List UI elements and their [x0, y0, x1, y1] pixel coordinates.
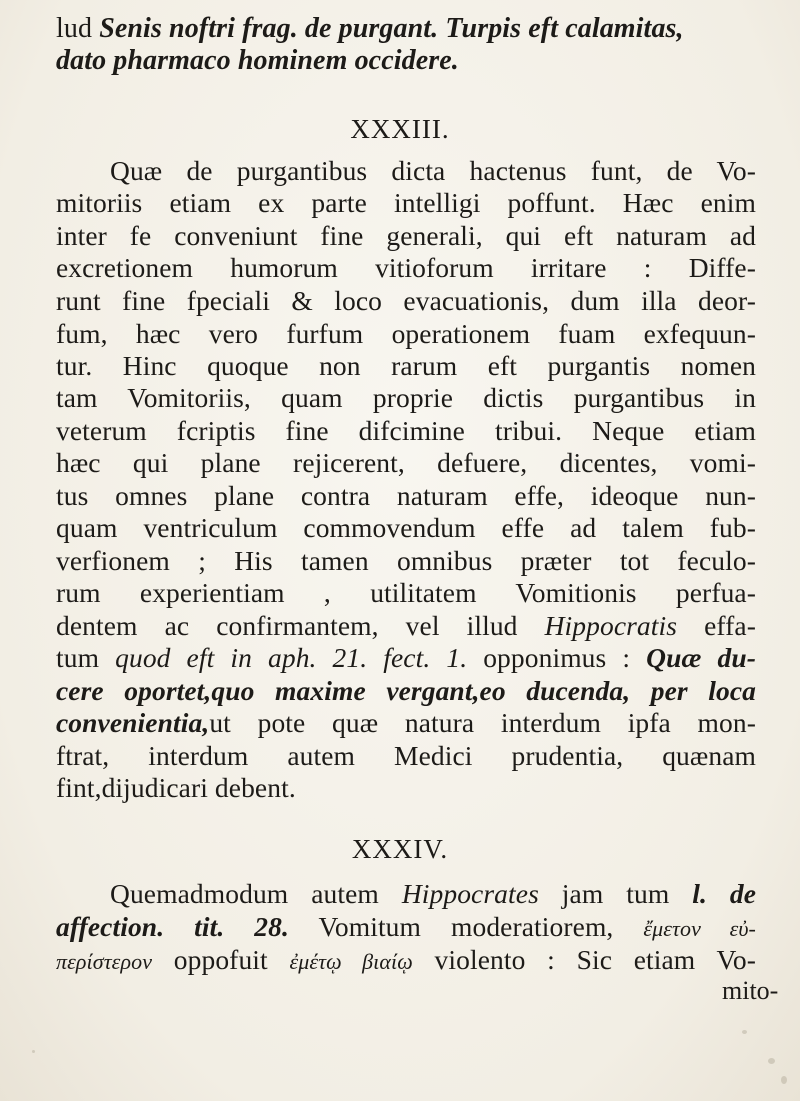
- paper-speck: [32, 1050, 35, 1053]
- top-line-1-italic: Senis noftri frag. de purgant. Turpis eft calamitas,: [99, 13, 684, 44]
- paragraph-line: [110, 877, 756, 911]
- paper-speck: [768, 1058, 775, 1064]
- greek-text: ἐμέτῳ βιαίῳ: [289, 949, 413, 974]
- citation: affection. tit. 28.: [56, 911, 289, 942]
- paragraph-line: veterum fcriptis fine difcimine tribui. Neque etiam: [56, 415, 756, 446]
- text-span: Vomitum moderatiorem,: [288, 911, 644, 942]
- text-span: effa-: [677, 610, 757, 641]
- quotation: Quæ du-: [646, 642, 756, 673]
- paragraph-line: [56, 706, 756, 740]
- paragraph-line: [56, 910, 756, 946]
- paragraph-line: mitoriis etiam ex parte intelligi poffunt. Hæc enim: [56, 187, 756, 218]
- section-heading-33: XXXIII.: [350, 114, 450, 144]
- top-line-1-roman: lud: [56, 13, 100, 44]
- text-span: violento : Sic etiam Vo-: [412, 944, 756, 975]
- text-span: ut pote quæ natura interdum ipfa mon-: [209, 707, 756, 738]
- text-span: Quemadmodum autem: [110, 878, 402, 909]
- citation: l. de: [692, 878, 756, 909]
- paragraph-line: [56, 609, 756, 643]
- paragraph-line: [56, 641, 756, 675]
- author-name: Hippocrates: [401, 878, 539, 909]
- paragraph-line: tus omnes plane contra naturam effe, ideoque nun-: [56, 480, 756, 511]
- author-name: Hippocratis: [544, 610, 678, 641]
- paragraph-line: Quæ de purgantibus dicta hactenus funt, de Vo-: [110, 155, 756, 186]
- top-line-1: [56, 12, 756, 46]
- text-span: oppofuit: [152, 944, 290, 975]
- greek-text: περίστερον: [56, 949, 153, 974]
- text-span: jam tum: [538, 878, 693, 909]
- paragraph-line: tam Vomitoriis, quam proprie dictis purgantibus in: [56, 382, 756, 413]
- citation: quod eft in aph. 21. fect. 1.: [115, 642, 468, 673]
- paragraph-line: fum, hæc vero furfum operationem fuam exfequun-: [56, 318, 756, 349]
- text-span: tum: [56, 642, 116, 673]
- paragraph-line: rum experientiam , utilitatem Vomitionis perfua-: [56, 577, 756, 608]
- catchword: mito-: [722, 976, 779, 1005]
- paragraph-line: quam ventriculum commovendum effe ad talem fub-: [56, 512, 756, 543]
- text-span: opponimus :: [467, 642, 647, 673]
- paper-speck: [781, 1076, 787, 1084]
- paragraph-line: fint,dijudicari debent.: [56, 772, 296, 803]
- paragraph-line: inter fe conveniunt fine generali, qui eft naturam ad: [56, 220, 756, 251]
- paragraph-line: hæc qui plane rejicerent, defuere, dicentes, vomi-: [56, 447, 756, 478]
- paper-speck: [742, 1030, 747, 1034]
- paragraph-line: tur. Hinc quoque non rarum eft purgantis nomen: [56, 350, 756, 381]
- quotation-line: cere oportet,quo maxime vergant,eo ducenda, per loca: [56, 675, 756, 706]
- paragraph-line: verfionem ; His tamen omnibus præter tot feculo-: [56, 545, 756, 576]
- text-span: dentem ac confirmantem, vel illud: [56, 610, 545, 641]
- quotation: convenientia,: [56, 707, 210, 738]
- paragraph-line: ftrat, interdum autem Medici prudentia, quænam: [56, 740, 756, 771]
- section-heading-34: XXXIV.: [351, 834, 449, 864]
- paragraph-line: runt fine fpeciali & loco evacuationis, dum illa deor-: [56, 285, 756, 316]
- paragraph-line: excretionem humorum vitioforum irritare : Diffe-: [56, 252, 756, 283]
- paragraph-line: [56, 943, 756, 979]
- top-line-2: dato pharmaco hominem occidere.: [56, 45, 459, 76]
- greek-text: ἔμετον εὐ-: [643, 916, 756, 941]
